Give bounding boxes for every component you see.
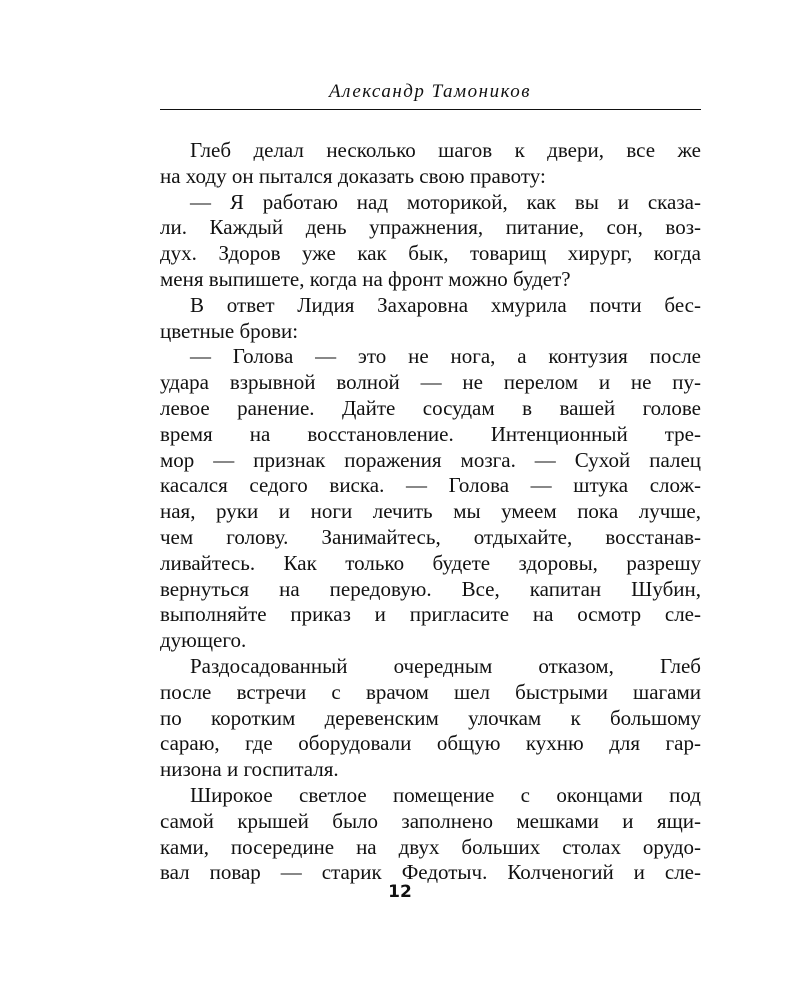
- text-line: меня выпишете, когда на фронт можно будет?: [160, 266, 571, 291]
- text-line: вал повар — старик Федотыч. Колченогий и сле-: [160, 860, 701, 885]
- text-line: левое ранение. Дайте сосудам в вашей голове: [160, 395, 701, 420]
- text-line: на ходу он пытался доказать свою правоту:: [160, 163, 546, 188]
- text-line: самой крышей было заполнено мешками и ящи-: [160, 808, 701, 833]
- text-line: мор — признак поражения мозга. — Сухой палец: [160, 447, 701, 472]
- text-line: Раздосадованный очередным отказом, Глеб: [190, 653, 701, 678]
- text-line: сараю, где оборудовали общую кухню для гар-: [160, 731, 701, 756]
- text-line: ками, посередине на двух больших столах орудо-: [160, 834, 701, 859]
- text-line: удара взрывной волной — не перелом и не пу-: [160, 370, 701, 395]
- text-line: Широкое светлое помещение с оконцами под: [190, 782, 701, 807]
- text-line: В ответ Лидия Захаровна хмурила почти бес-: [190, 292, 701, 317]
- text-line: ли. Каждый день упражнения, питание, сон, воз-: [160, 215, 701, 240]
- text-line: Глеб делал несколько шагов к двери, все же: [190, 138, 701, 162]
- text-line: выполняйте приказ и пригласите на осмотр сле-: [160, 602, 701, 627]
- text-line: касался седого виска. — Голова — штука слож-: [160, 473, 701, 498]
- text-line: дующего.: [160, 628, 247, 653]
- text-line: вернуться на передовую. Все, капитан Шубин,: [160, 576, 701, 601]
- text-line: — Голова — это не нога, а контузия после: [190, 344, 701, 369]
- text-line: — Я работаю над моторикой, как вы и сказа-: [190, 189, 701, 214]
- text-line: цветные брови:: [160, 318, 299, 343]
- text-line: после встречи с врачом шел быстрыми шагами: [160, 679, 701, 704]
- text-line: низона и госпиталя.: [160, 757, 339, 782]
- text-line: дух. Здоров уже как бык, товарищ хирург, когда: [160, 241, 701, 266]
- text-line: ная, руки и ноги лечить мы умеем пока лучше,: [160, 499, 701, 524]
- text-line: время на восстановление. Интенционный тре-: [160, 421, 701, 446]
- text-line: ливайтесь. Как только будете здоровы, разрешу: [160, 550, 701, 575]
- header-rule: [160, 109, 701, 110]
- text-line: чем голову. Занимайтесь, отдыхайте, восстанав-: [160, 524, 701, 549]
- body-text: [160, 138, 701, 886]
- page-number: 12: [388, 882, 412, 902]
- text-line: по коротким деревенским улочкам к большому: [160, 705, 701, 730]
- running-head-author: Александр Тамоников: [328, 81, 532, 102]
